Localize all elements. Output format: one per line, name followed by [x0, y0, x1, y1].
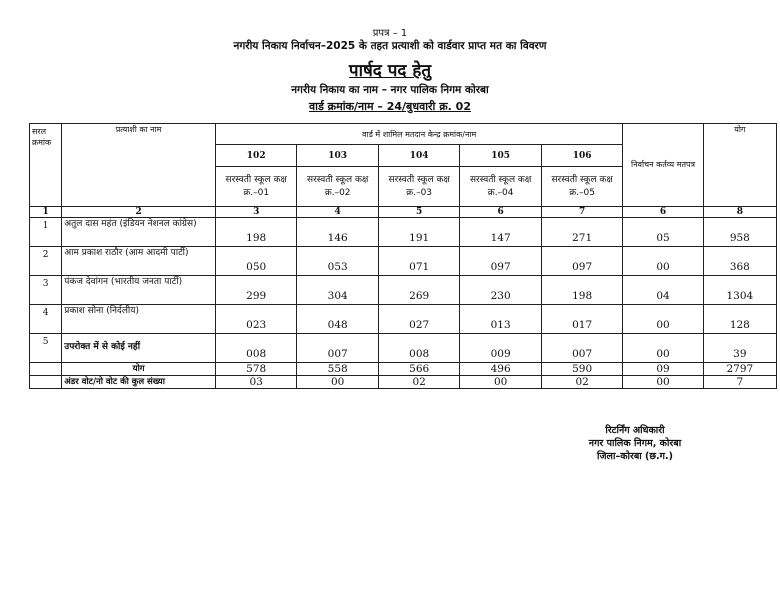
total-cell: 368	[703, 247, 776, 276]
center-name: सरस्वती स्कूल कक्ष क्र.–01	[215, 167, 296, 207]
vote-cell: 071	[378, 247, 459, 276]
vote-cell: 146	[297, 218, 378, 247]
candidate-name: पंकज देवांगन (भारतीय जनता पार्टी)	[62, 276, 216, 305]
vote-cell: 007	[541, 334, 622, 363]
column-number: 7	[541, 207, 622, 218]
column-number: 6	[460, 207, 541, 218]
sum-cell: 496	[460, 363, 541, 376]
table-row	[30, 218, 777, 247]
vote-cell: 048	[297, 305, 378, 334]
duty-cell: 04	[623, 276, 703, 305]
duty-cell: 05	[623, 218, 703, 247]
blank-cell	[30, 363, 62, 376]
under-vote-row	[30, 376, 777, 389]
total-cell: 1304	[703, 276, 776, 305]
vote-cell: 097	[541, 247, 622, 276]
under-vote-cell: 03	[215, 376, 296, 389]
signature-title: रिटर्निंग अधिकारी	[605, 425, 665, 436]
column-number: 1	[30, 207, 62, 218]
vote-cell: 008	[378, 334, 459, 363]
total-cell: 39	[703, 334, 776, 363]
sum-duty-cell: 09	[623, 363, 703, 376]
form-number: प्रपत्र – 1	[372, 28, 408, 39]
candidate-name: उपरोक्त में से कोई नहीं	[62, 334, 216, 363]
candidate-name: प्रकाश सोना (निर्दलीय)	[62, 305, 216, 334]
total-cell: 958	[703, 218, 776, 247]
sum-row	[30, 363, 777, 376]
table-row	[30, 305, 777, 334]
under-vote-total-cell: 7	[703, 376, 776, 389]
vote-cell: 304	[297, 276, 378, 305]
total-header: योग	[703, 124, 776, 207]
table-row	[30, 334, 777, 363]
sum-cell: 566	[378, 363, 459, 376]
under-vote-label: अंडर वोट/नो वोट की कुल संख्या	[62, 376, 216, 389]
post-heading: पार्षद पद हेतु	[348, 61, 432, 81]
vote-cell: 027	[378, 305, 459, 334]
sum-cell: 578	[215, 363, 296, 376]
signature-office: नगर पालिक निगम, कोरबा	[588, 438, 682, 449]
duty-ballot-header: निर्वाचन कर्तव्य मतपत्र	[623, 124, 703, 207]
table-row	[30, 247, 777, 276]
candidate-name: अतुल दास महंत (इंडियन नेशनल कांग्रेस)	[62, 218, 216, 247]
vote-cell: 198	[215, 218, 296, 247]
column-number: 8	[703, 207, 776, 218]
serial-cell: 1	[30, 218, 62, 247]
vote-cell: 198	[541, 276, 622, 305]
under-vote-cell: 02	[378, 376, 459, 389]
column-number-row	[30, 207, 777, 218]
vote-cell: 299	[215, 276, 296, 305]
column-number: 5	[378, 207, 459, 218]
vote-cell: 023	[215, 305, 296, 334]
sum-cell: 590	[541, 363, 622, 376]
under-vote-cell: 02	[541, 376, 622, 389]
vote-cell: 008	[215, 334, 296, 363]
center-name: सरस्वती स्कूल कक्ष क्र.–05	[541, 167, 622, 207]
vote-cell: 053	[297, 247, 378, 276]
vote-cell: 013	[460, 305, 541, 334]
sum-cell: 558	[297, 363, 378, 376]
signature-district: जिला–कोरबा (छ.ग.)	[597, 451, 673, 462]
serial-cell: 3	[30, 276, 62, 305]
column-number: 3	[215, 207, 296, 218]
under-vote-cell: 00	[297, 376, 378, 389]
duty-cell: 00	[623, 247, 703, 276]
candidate-header: प्रत्याशी का नाम	[62, 124, 216, 207]
vote-table	[29, 123, 777, 389]
vote-cell: 007	[297, 334, 378, 363]
under-vote-cell: 00	[460, 376, 541, 389]
body-name: नगरीय निकाय का नाम – नगर पालिक निगम कोरबा	[291, 84, 489, 96]
vote-cell: 271	[541, 218, 622, 247]
vote-cell: 017	[541, 305, 622, 334]
header-row	[30, 124, 777, 145]
serial-header: सरल क्रमांक	[30, 124, 62, 207]
duty-cell: 00	[623, 334, 703, 363]
candidate-name: आम प्रकाश राठौर (आम आदमी पार्टी)	[62, 247, 216, 276]
serial-cell: 5	[30, 334, 62, 363]
sum-label: योग	[62, 363, 216, 376]
serial-cell: 4	[30, 305, 62, 334]
vote-cell: 097	[460, 247, 541, 276]
grand-total-cell: 2797	[703, 363, 776, 376]
ward-heading: वार्ड क्रमांक/नाम – 24/बुधवारी क्र. 02	[309, 100, 471, 113]
vote-cell: 230	[460, 276, 541, 305]
blank-cell	[30, 376, 62, 389]
vote-cell: 269	[378, 276, 459, 305]
center-number: 105	[460, 145, 541, 167]
vote-cell: 191	[378, 218, 459, 247]
document-title: नगरीय निकाय निर्वाचन–2025 के तहत प्रत्याशी को वार्डवार प्राप्त मत का विवरण	[233, 40, 547, 52]
vote-cell: 050	[215, 247, 296, 276]
column-number: 6	[623, 207, 703, 218]
vote-cell: 147	[460, 218, 541, 247]
total-cell: 128	[703, 305, 776, 334]
duty-cell: 00	[623, 305, 703, 334]
center-number: 104	[378, 145, 459, 167]
centers-header: वार्ड में शामिल मतदान केन्द्र क्रमांक/नाम	[215, 124, 622, 145]
center-name: सरस्वती स्कूल कक्ष क्र.–03	[378, 167, 459, 207]
center-name: सरस्वती स्कूल कक्ष क्र.–04	[460, 167, 541, 207]
center-number: 103	[297, 145, 378, 167]
column-number: 2	[62, 207, 216, 218]
vote-cell: 009	[460, 334, 541, 363]
table-row	[30, 276, 777, 305]
center-number: 106	[541, 145, 622, 167]
center-name: सरस्वती स्कूल कक्ष क्र.–02	[297, 167, 378, 207]
center-number: 102	[215, 145, 296, 167]
serial-cell: 2	[30, 247, 62, 276]
under-vote-duty-cell: 00	[623, 376, 703, 389]
column-number: 4	[297, 207, 378, 218]
